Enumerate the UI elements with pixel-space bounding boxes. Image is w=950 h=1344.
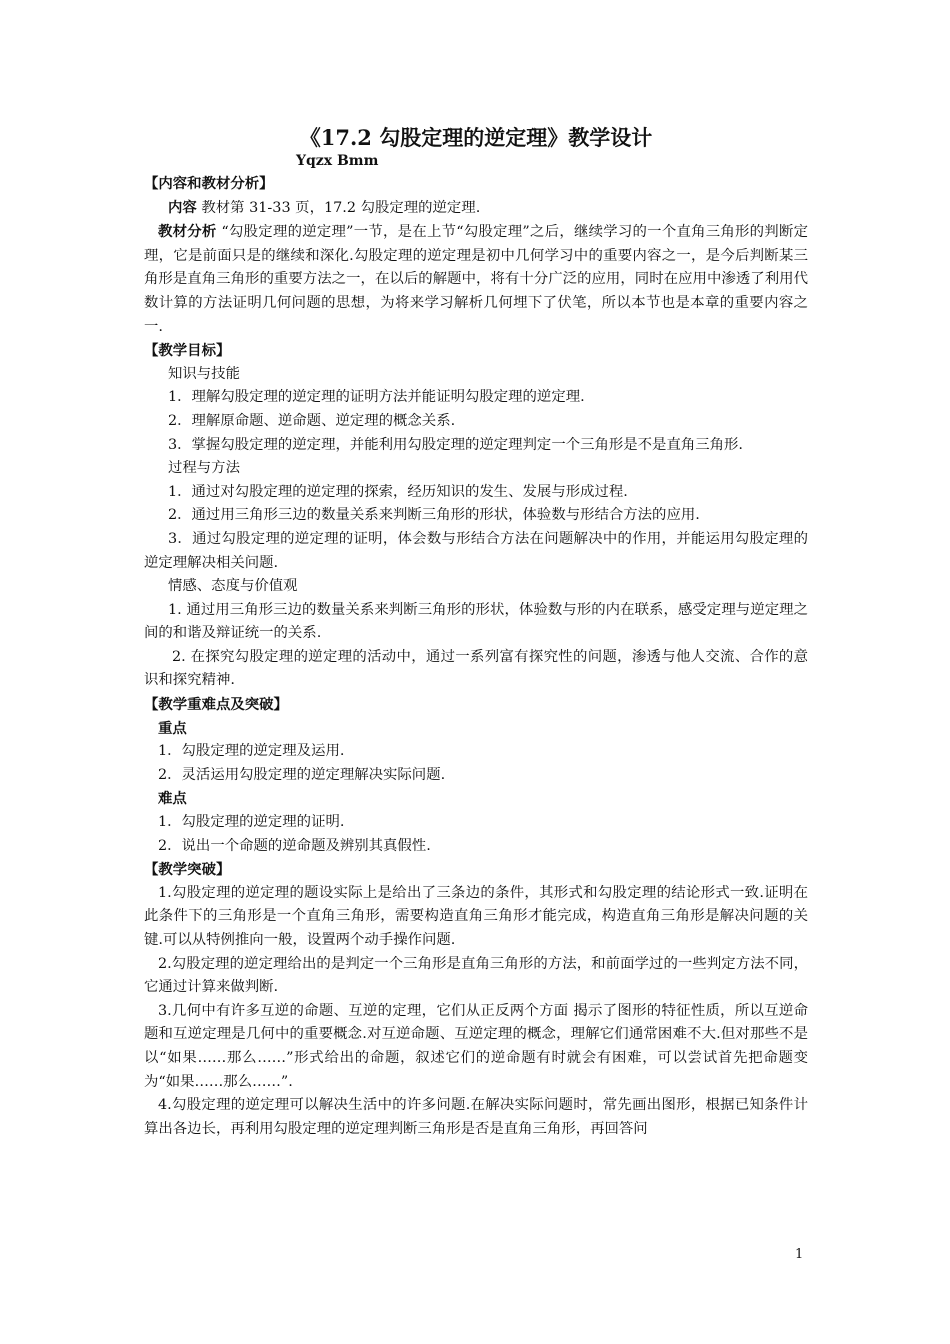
analysis-text: “勾股定理的逆定理”一节，是在上节“勾股定理”之后，继续学习的一个直角三角形的判断定理，它是前面只是的继续和深化.勾股定理的逆定理是初中几何学习中的重要内容之一，是今后判断某三角形是直角三角形的重要方法之一，在以后的解题中，将有十分广泛的应用，同时在应用中渗透了利用代数计算的方法证明几何问题的思想，为将来学习解析几何埋下了伏笔，所以本节也是本章的重要内容之一. xyxy=(144,224,808,335)
section-heading-goals: 【教学目标】 xyxy=(144,342,231,360)
document-body xyxy=(144,124,808,1141)
goal-item: 3．掌握勾股定理的逆定理，并能利用勾股定理的逆定理判定一个三角形是不是直角三角形. xyxy=(168,436,743,453)
goal-subhead-knowledge: 知识与技能 xyxy=(168,365,240,382)
section-heading-key-points: 【教学重难点及突破】 xyxy=(144,696,288,714)
goal-subhead-process: 过程与方法 xyxy=(168,460,240,477)
difficulty-item: 2．说出一个命题的逆命题及辨别其真假性. xyxy=(158,837,431,854)
difficulty-subhead: 难点 xyxy=(158,790,187,808)
key-point-item: 2．灵活运用勾股定理的逆定理解决实际问题. xyxy=(158,766,446,783)
goal-item: 1．通过对勾股定理的逆定理的探索，经历知识的发生、发展与形成过程. xyxy=(168,483,628,500)
goal-item: 1．理解勾股定理的逆定理的证明方法并能证明勾股定理的逆定理. xyxy=(168,389,585,406)
page-number: 1 xyxy=(795,1247,804,1262)
goal-item: 2．理解原命题、逆命题、逆定理的概念关系. xyxy=(168,412,456,429)
content-text: 教材第 31-33 页，17.2 勾股定理的逆定理. xyxy=(196,199,481,216)
document-title: 《17.2 勾股定理的逆定理》教学设计 xyxy=(299,125,653,150)
breakthrough-paragraph: 4.勾股定理的逆定理可以解决生活中的许多问题.在解决实际问题时，常先画出图形，根据已知条件计算出各边长，再利用勾股定理的逆定理判断三角形是否是直角三角形，再回答问 xyxy=(144,1097,808,1137)
goal-item: 3．通过勾股定理的逆定理的证明，体会数与形结合方法在问题解决中的作用，并能运用勾股定理的逆定理解决相关问题. xyxy=(144,530,808,571)
breakthrough-paragraph: 1.勾股定理的逆定理的题设实际上是给出了三条边的条件，其形式和勾股定理的结论形式一致.证明在此条件下的三角形是一个直角三角形，需要构造直角三角形才能完成，构造直角三角形是解决问题的关键.可以从特例推向一般，设置两个动手操作问题. xyxy=(144,884,808,948)
content-paragraph xyxy=(144,196,808,221)
key-points-subhead: 重点 xyxy=(158,719,187,737)
analysis-label: 教材分析 xyxy=(158,223,217,241)
content-label: 内容 xyxy=(168,198,197,216)
breakthrough-paragraph: 2.勾股定理的逆定理给出的是判定一个三角形是直角三角形的方法，和前面学过的一些判定方法不同，它通过计算来做判断. xyxy=(144,955,808,996)
key-point-item: 1．勾股定理的逆定理及运用. xyxy=(158,743,345,760)
author-line: Yqzx Bmm xyxy=(296,153,379,169)
difficulty-item: 1．勾股定理的逆定理的证明. xyxy=(158,814,345,831)
goal-item: 2. 在探究勾股定理的逆定理的活动中，通过一系列富有探究性的问题，渗透与他人交流、合作的意识和探究精神. xyxy=(144,648,808,689)
goal-subhead-attitude: 情感、态度与价值观 xyxy=(168,578,298,595)
breakthrough-paragraph: 3.几何中有许多互逆的命题、互逆的定理，它们从正反两个方面 揭示了图形的特征性质，所以互逆命题和互逆定理是几何中的重要概念.对互逆命题、互逆定理的概念，理解它们通常困难不大.但对那些不是以“如果……那么……”形式给出的命题，叙述它们的逆命题有时就会有困难，可以尝试首先把命题变为“如果……那么……”. xyxy=(144,1002,808,1090)
analysis-paragraph xyxy=(144,220,808,339)
goal-item: 1. 通过用三角形三边的数量关系来判断三角形的形状，体验数与形的内在联系，感受定理与逆定理之间的和谐及辩证统一的关系. xyxy=(144,601,808,642)
section-heading-content-analysis: 【内容和教材分析】 xyxy=(144,175,274,192)
goal-item: 2．通过用三角形三边的数量关系来判断三角形的形状，体验数与形结合方法的应用. xyxy=(168,507,700,524)
section-heading-breakthrough: 【教学突破】 xyxy=(144,861,231,879)
